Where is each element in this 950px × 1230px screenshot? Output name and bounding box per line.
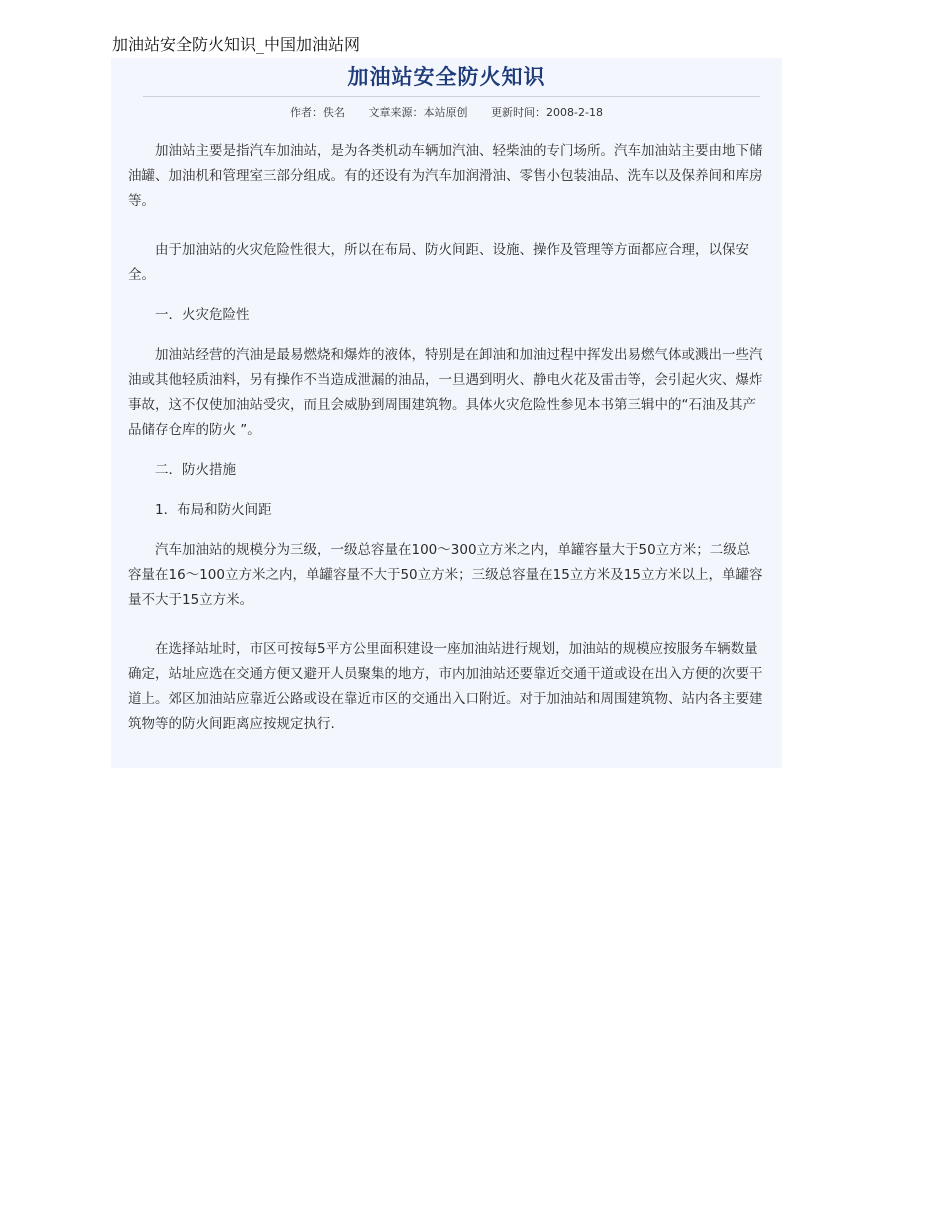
article-title: 加油站安全防火知识 <box>347 64 546 89</box>
meta-author: 作者：佚名 <box>290 106 346 119</box>
page-header-title: 加油站安全防火知识_中国加油站网 <box>112 35 361 54</box>
article-meta <box>111 104 782 122</box>
article-body <box>128 139 763 761</box>
meta-source: 文章来源：本站原创 <box>368 106 468 119</box>
section-heading-fire-measures: 二．防火措施 <box>155 462 236 478</box>
article-panel <box>111 58 782 768</box>
title-divider <box>143 96 760 97</box>
subsection-heading-layout: 1．布局和防火间距 <box>155 502 272 518</box>
meta-updated: 更新时间：2008-2-18 <box>491 106 603 119</box>
section-heading-fire-hazard: 一．火灾危险性 <box>155 307 250 323</box>
paragraph-hazard-summary: 由于加油站的火灾危险性很大，所以在布局、防火间距、设施、操作及管理等方面都应合理，以保安全。 <box>128 242 749 283</box>
paragraph-site-selection: 在选择站址时，市区可按每5平方公里面积建设一座加油站进行规划，加油站的规模应按服务车辆数量确定，站址应选在交通方便又避开人员聚集的地方，市内加油站还要靠近交通干道或设在出入方便的次要干道上。郊区加油站应靠近公路或设在靠近市区的交通出入口附近。对于加油站和周围建筑物、站内各主要建筑物等的防火间距离应按规定执行. <box>128 641 763 732</box>
paragraph-fire-hazard: 加油站经营的汽油是最易燃烧和爆炸的液体，特别是在卸油和加油过程中挥发出易燃气体或溅出一些汽油或其他轻质油料，另有操作不当造成泄漏的油品，一旦遇到明火、静电火花及雷击等，会引起火灾、爆炸事故，这不仅使加油站受灾，而且会威胁到周围建筑物。具体火灾危险性参见本书第三辑中的“石油及其产品储存仓库的防火 ”。 <box>128 347 763 438</box>
paragraph-intro: 加油站主要是指汽车加油站，是为各类机动车辆加汽油、轻柴油的专门场所。汽车加油站主要由地下储油罐、加油机和管理室三部分组成。有的还设有为汽车加润滑油、零售小包装油品、洗车以及保养间和库房等。 <box>128 143 763 209</box>
paragraph-station-scale: 汽车加油站的规模分为三级，一级总容量在100～300立方米之内，单罐容量大于50立方米；二级总容量在16～100立方米之内，单罐容量不大于50立方米；三级总容量在15立方米及15立方米以上，单罐容量不大于15立方米。 <box>128 542 763 608</box>
